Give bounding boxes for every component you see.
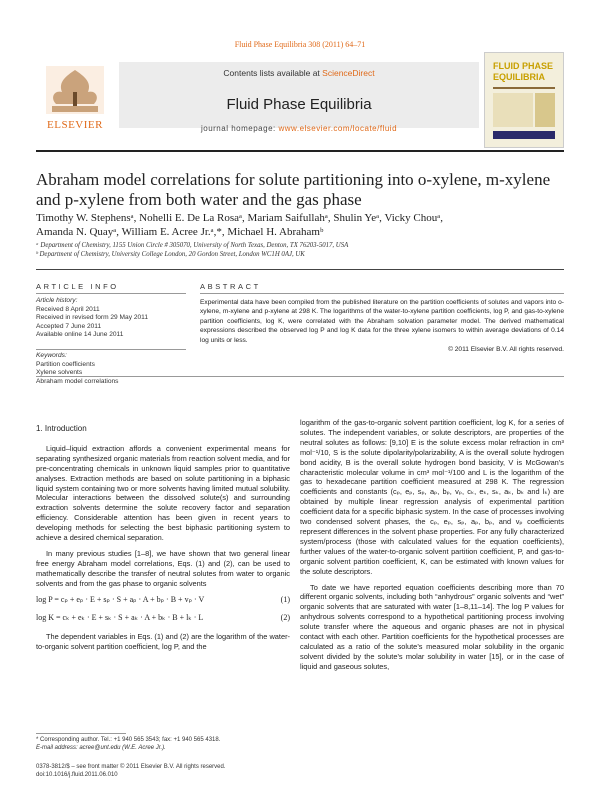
history-item: Received in revised form 29 May 2011 xyxy=(36,314,149,322)
abstract-rule xyxy=(200,293,564,294)
issn-line: 0378-3812/$ – see front matter © 2011 Elsevier B.V. All rights reserved. xyxy=(36,764,226,770)
right-column xyxy=(300,418,564,678)
paragraph: In many previous studies [1–8], we have shown that two general linear free energy Abraham model correlations, Eqs. (1) and (2), can be used to mathematically describe the transfer of neutral solutes from water to organic solvents and from the gas phase to organic solvents xyxy=(36,548,290,588)
equation-1-number: (1) xyxy=(280,594,290,604)
article-history xyxy=(36,297,186,340)
abstract-body: Experimental data have been compiled from the published literature on the partition coefficients of solutes and vapors into o-xylene, m-xylene and p-xylene at 298 K. The logarithms of the water-to-xylene partition coefficients, log P, and gas-to-xylene partition coefficients, log K, were correlated with the Abraham solvation parameter model. The derived mathematical expressions described the observed log P and log K data for the three xylene isomers to within average deviations of 0.14 log units or less. xyxy=(200,299,564,344)
history-label: Article history: xyxy=(36,297,78,304)
journal-name: Fluid Phase Equilibria xyxy=(226,96,372,113)
homepage-link[interactable]: www.elsevier.com/locate/fluid xyxy=(278,124,398,133)
abstract-text xyxy=(200,298,564,354)
author-list xyxy=(36,211,556,239)
masthead xyxy=(36,52,564,148)
journal-homepage: journal homepage: www.elsevier.com/locate/fluid xyxy=(200,124,398,133)
header-rule xyxy=(36,150,564,152)
equation-2 xyxy=(36,613,290,623)
paragraph: Liquid–liquid extraction affords a convenient experimental means for separating synthesized organic materials from reaction solvent media, and for pre-concentrating chemicals in unknown liquid samples prior to quantitative analyses. Extraction methods are based on solute partitioning in a biphasic liquid system containing two or more solvents having limited mutual solubility. Molecular interactions between the dissolved solute(s) and surrounding extraction solvents determine the solute recovery factor and separation efficiency. Considerable attention has been given in recent years to developing methods for selecting the best biphasic partitioning system to achieve a desired chemical separation. xyxy=(36,443,290,543)
authors-line-2: Amanda N. Quayᵃ, William E. Acree Jr.ᵃ,*, Michael H. Abrahamᵇ xyxy=(36,226,324,238)
history-item: Accepted 7 June 2011 xyxy=(36,322,102,330)
equation-2-number: (2) xyxy=(280,612,290,622)
affiliation-b: ᵇ Department of Chemistry, University College London, 20 Gordon Street, London WC1H 0AJ, UK xyxy=(36,251,305,258)
contents-line: Contents lists available at ScienceDirect xyxy=(223,68,375,78)
email-note: E-mail address: acree@unt.edu (W.E. Acree Jr.). xyxy=(36,745,166,751)
svg-text:EQUILIBRIA: EQUILIBRIA xyxy=(493,72,546,82)
affiliation-rule xyxy=(36,269,564,270)
journal-cover xyxy=(484,52,564,148)
sciencedirect-link[interactable]: ScienceDirect xyxy=(322,68,375,78)
journal-band xyxy=(119,62,479,128)
article-info-heading: ARTICLE INFO xyxy=(36,282,119,291)
left-column xyxy=(36,424,290,658)
keywords-block xyxy=(36,352,186,386)
article-info-rule xyxy=(36,293,186,294)
section-title: 1. Introduction xyxy=(36,424,87,433)
article-title: Abraham model correlations for solute partitioning into o-xylene, m-xylene and p-xylene from both water and the gas phase xyxy=(36,170,551,209)
front-matter xyxy=(36,763,336,779)
journal-citation: Fluid Phase Equilibria 308 (2011) 64–71 xyxy=(234,40,366,49)
history-item: Received 8 April 2011 xyxy=(36,305,100,313)
abstract-heading: ABSTRACT xyxy=(200,282,261,291)
paragraph: logarithm of the gas-to-organic solvent partition coefficient, log K, for a series of solutes. The independent variables, or solute descriptors, are properties of the neutral solutes as follows: [9,10] E is the solute excess molar refraction in cm³ mol⁻¹/10, S is the solute dipolarity/polarizability, A is the overall solute hydrogen bond acidity, B is the overall solute hydrogen bond basicity, V is McGowan’s characteristic molecular volume in cm³ mol⁻¹/100 and L is the logarithm of the gas to hexadecane partition coefficient measured at 298 K. The regression coefficients and constants (cₚ, eₚ, sₚ, aₚ, bₚ, vₚ, cₖ, eₖ, sₖ, aₖ, bₖ and lₖ) are obtained by multiple linear regression analysis of experimental partition coefficient data for a specific biphasic system. In the case of processes involving two condensed solvent phases, the cₚ, eₚ, sₚ, aₚ, bₚ, and vₚ coefficients represent differences in the solvent phase properties. For any fully characterized system/process (those with calculated values for the equation coefficients), further values of the water-to-organic solvent partition coefficient, P, and gas-to-organic solvent partition coefficient, K, can be estimated with known values for the solute descriptors. xyxy=(300,418,564,576)
doi-line[interactable]: doi:10.1016/j.fluid.2011.06.010 xyxy=(36,772,118,778)
keywords-label: Keywords: xyxy=(36,352,67,359)
abstract-bottom-rule xyxy=(36,376,564,377)
authors-line-1: Timothy W. Stephensᵃ, Nohelli E. De La Rosaᵃ, Mariam Saifullahᵃ, Shulin Yeᵃ, Vicky Chouᵃ, xyxy=(36,212,444,224)
keyword-item: Xylene solvents xyxy=(36,369,83,377)
equation-1-body: log P = cₚ + eₚ · E + sₚ · S + aₚ · A + bₚ · B + vₚ · V xyxy=(36,594,205,604)
paragraph: The dependent variables in Eqs. (1) and (2) are the logarithm of the water-to-organic solvent partition coefficient, log P, and the xyxy=(36,632,290,652)
keyword-item: Partition coefficients xyxy=(36,360,95,368)
equation-2-body: log K = cₖ + eₖ · E + sₖ · S + aₖ · A + bₖ · B + lₖ · L xyxy=(36,612,204,622)
keyword-item: Abraham model correlations xyxy=(36,377,119,385)
history-item: Available online 14 June 2011 xyxy=(36,331,124,339)
svg-text:FLUID PHASE: FLUID PHASE xyxy=(493,61,554,71)
keywords-rule xyxy=(36,349,186,350)
affiliation-a: ᵃ Department of Chemistry, 1155 Union Circle # 305070, University of North Texas, Denton, TX 76203-5017, USA xyxy=(36,242,349,249)
affiliations xyxy=(36,241,564,259)
footnotes xyxy=(36,736,290,752)
elsevier-logo xyxy=(36,62,114,134)
svg-text:ELSEVIER: ELSEVIER xyxy=(47,119,103,131)
equation-1 xyxy=(36,595,290,605)
abstract-copyright: © 2011 Elsevier B.V. All rights reserved. xyxy=(448,346,564,354)
paragraph: To date we have reported equation coefficients describing more than 70 different organic solvents, including both “anhydrous” organic solvents and “wet” organic solvents that are saturated with water [1–8,11–14]. The log P values for anhydrous solvents correspond to a hypothetical partitioning process involving solute transfer where the aqueous and organic phases are not in physical contact with each other. Partition coefficients for the hypothetical processes are calculated as a ratio of the solute’s measured molar solubility in the organic solvent divided by the solute’s molar solubility in water [15], or in the case of liquid and gaseous solutes, xyxy=(300,582,564,671)
footnote-rule xyxy=(36,733,126,734)
corresponding-author-note: * Corresponding author. Tel.: +1 940 565 3543; fax: +1 940 565 4318. xyxy=(36,737,221,743)
